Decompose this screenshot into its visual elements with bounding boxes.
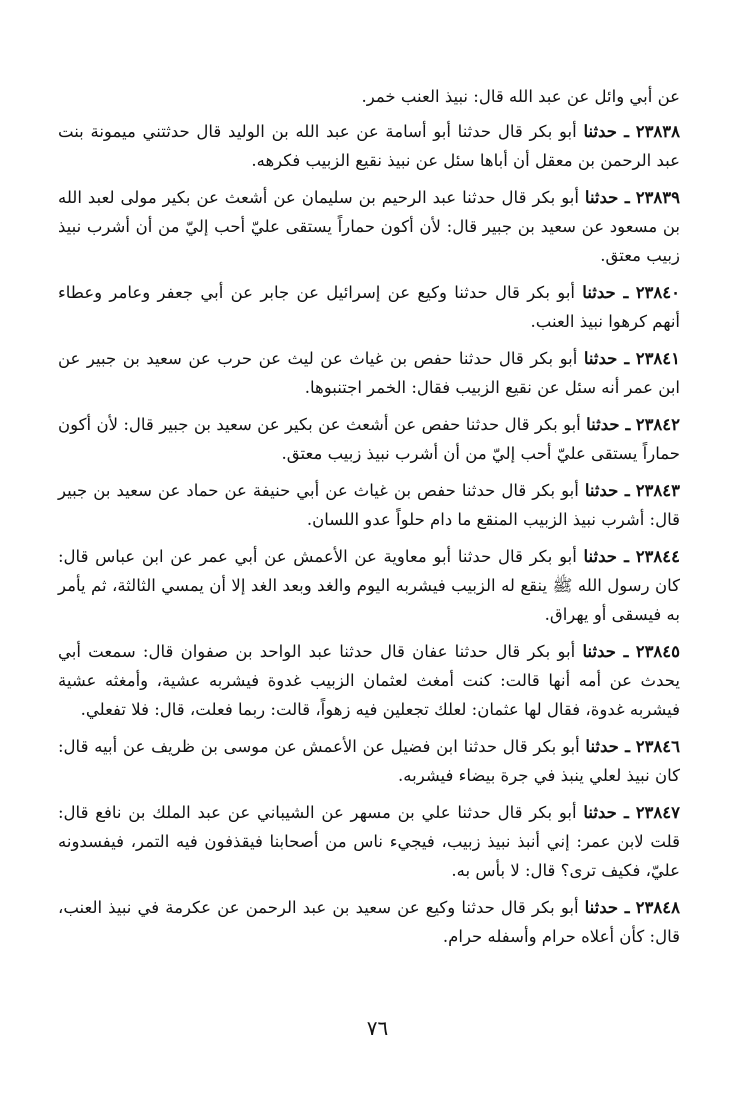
hadith-prefix: ـ حدثنا xyxy=(586,415,631,434)
paragraph-text: أبو بكر قال حدثنا أبو معاوية عن الأعمش عن أبي عمر عن ابن عباس قال: كان رسول الله ﷺ ينقع له الزبيب فيشربه اليوم والغد وبعد الغد إلا أن يمسي الثالثة، ثم يأمر به فيسقى أو يهراق. xyxy=(58,547,680,624)
hadith-number: ٢٣٨٤٥ xyxy=(635,642,681,661)
hadith-prefix: ـ حدثنا xyxy=(583,349,630,368)
hadith-paragraph-23847 xyxy=(58,798,680,885)
paragraph-text: أبو بكر قال حدثنا حفص بن غياث عن أبي حنيفة عن حماد عن سعيد بن جبير قال: أشرب نبيذ الزبيب المنقع ما دام حلواً عدو اللسان. xyxy=(58,481,680,529)
hadith-prefix: ـ حدثنا xyxy=(584,188,630,207)
hadith-number: ٢٣٨٤٧ xyxy=(635,803,680,822)
hadith-number: ٢٣٨٤٠ xyxy=(635,283,680,302)
hadith-paragraph-23846 xyxy=(58,732,680,790)
paragraph-text: أبو بكر قال حدثنا عبد الرحيم بن سليمان عن أشعث عن بكير مولى لعبد الله بن مسعود عن سعيد بن جبير قال: لأن أكون حماراً يستقى عليّ أحب إليّ من أن أشرب نبيذ زبيب معتق. xyxy=(58,188,680,265)
hadith-number: ٢٣٨٤٤ xyxy=(635,547,680,566)
paragraph-text: أبو بكر قال حدثنا أبو أسامة عن عبد الله بن الوليد قال حدثتني ميمونة بنت عبد الرحمن بن معقل أن أباها سئل عن نبيذ نقيع الزبيب فكرهه. xyxy=(58,122,680,170)
paragraph-continuation xyxy=(58,82,680,111)
hadith-number: ٢٣٨٤١ xyxy=(635,349,681,368)
hadith-paragraph-23840 xyxy=(58,278,680,336)
hadith-number: ٢٣٨٤٦ xyxy=(635,737,681,756)
paragraph-text: أبو بكر قال حدثنا علي بن مسهر عن الشيباني عن عبد الملك بن نافع قال: قلت لابن عمر: إني أنبذ نبيذ زبيب، فيجيء ناس من أصحابنا فيقذفون فيه التمر، فيفسدونه عليّ، فكيف ترى؟ قال: لا بأس به. xyxy=(58,803,680,880)
page-number: ٧٦ xyxy=(366,1016,389,1040)
hadith-number: ٢٣٨٣٩ xyxy=(635,188,680,207)
hadith-paragraph-23839 xyxy=(58,183,680,270)
hadith-paragraph-23844 xyxy=(58,542,680,629)
hadith-paragraph-23838 xyxy=(58,117,680,175)
hadith-prefix: ـ حدثنا xyxy=(583,122,629,141)
hadith-prefix: ـ حدثنا xyxy=(584,898,630,917)
hadith-number: ٢٣٨٣٨ xyxy=(635,122,681,141)
hadith-paragraph-23848 xyxy=(58,893,680,951)
paragraph-text: أبو بكر قال حدثنا ابن فضيل عن الأعمش عن موسى بن ظريف عن أبيه قال: كان نبيذ لعلي ينبذ في جرة بيضاء فيشربه. xyxy=(58,737,680,785)
hadith-prefix: ـ حدثنا xyxy=(583,547,629,566)
hadith-paragraph-23842 xyxy=(58,410,680,468)
paragraph-text: أبو بكر قال حدثنا عفان قال حدثنا عبد الواحد بن صفوان قال: سمعت أبي يحدث عن أمه أنها قالت: كنت أمغث لعثمان الزبيب غدوة فيشربه عشية، وأمغثه عشية فيشربه غدوة، فقال لها عثمان: لعلك تجعلين فيه زهواً، قالت: ربما فعلت، قال: فلا تفعلي. xyxy=(58,642,680,719)
hadith-number: ٢٣٨٤٣ xyxy=(635,481,680,500)
hadith-paragraph-23841 xyxy=(58,344,680,402)
hadith-prefix: ـ حدثنا xyxy=(582,642,629,661)
paragraph-text: أبو بكر قال حدثنا وكيع عن إسرائيل عن جابر عن أبي جعفر وعامر وعطاء أنهم كرهوا نبيذ العنب. xyxy=(58,283,680,331)
hadith-paragraph-23843 xyxy=(58,476,680,534)
hadith-prefix: ـ حدثنا xyxy=(582,283,629,302)
hadith-prefix: ـ حدثنا xyxy=(585,737,630,756)
paragraph-text: أبو بكر قال حدثنا حفص عن أشعث عن بكير عن سعيد بن جبير قال: لأن أكون حماراً يستقى عليّ أحب إليّ من أن أشرب نبيذ زبيب معتق. xyxy=(58,415,680,463)
hadith-paragraph-23845 xyxy=(58,637,680,724)
paragraph-text: أبو بكر قال حدثنا وكيع عن سعيد بن عبد الرحمن عن عكرمة في نبيذ العنب، قال: كأن أعلاه حرام وأسفله حرام. xyxy=(58,898,680,946)
hadith-number: ٢٣٨٤٨ xyxy=(635,898,680,917)
paragraph-text: عن أبي وائل عن عبد الله قال: نبيذ العنب خمر. xyxy=(361,87,680,106)
hadith-number: ٢٣٨٤٢ xyxy=(635,415,681,434)
hadith-prefix: ـ حدثنا xyxy=(583,803,629,822)
paragraph-text: أبو بكر قال حدثنا حفص بن غياث عن ليث عن حرب عن سعيد بن جبير عن ابن عمر أنه سئل عن نقيع الزبيب فقال: الخمر اجتنبوها. xyxy=(58,349,680,397)
hadith-prefix: ـ حدثنا xyxy=(584,481,630,500)
page-body xyxy=(58,82,680,959)
